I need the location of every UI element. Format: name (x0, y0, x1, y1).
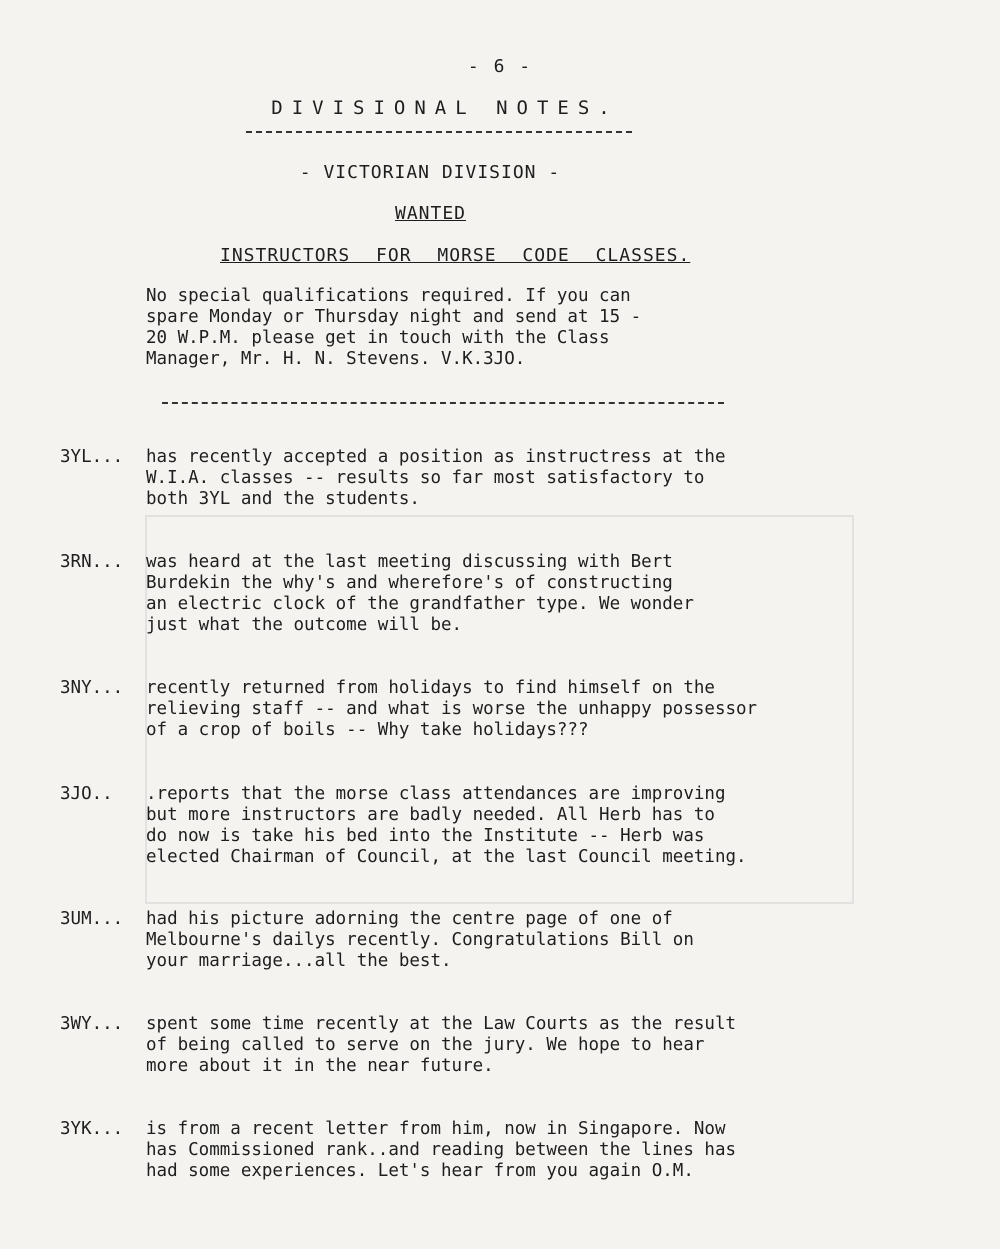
note-callsign: 3JO.. (60, 784, 113, 804)
note-callsign: 3RN... (60, 552, 124, 572)
note-callsign: 3WY... (60, 1014, 124, 1034)
note-text: is from a recent letter from him, now in Singapore. Now has Commissioned rank..and reading between the lines has had some experiences. Let's hear from you again O.M. (146, 1119, 737, 1181)
page-number: - 6 - (467, 56, 533, 77)
note-callsign: 3NY... (60, 678, 124, 698)
division-heading: - VICTORIAN DIVISION - (299, 162, 561, 183)
note-text: recently returned from holidays to find himself on the relieving staff -- and what is worse the unhappy possessor of a crop of boils -- Why take holidays??? (146, 678, 758, 740)
wanted-subheading: INSTRUCTORS FOR MORSE CODE CLASSES. (220, 245, 691, 266)
note-text: .reports that the morse class attendances are improving but more instructors are badly needed. All Herb has to do now is take his bed into the Institute -- Herb was elected Chairman of Council, at the last Council meeting. (146, 784, 747, 867)
note-text: was heard at the last meeting discussing with Bert Burdekin the why's and wherefore's of constructing an electric clock of the grandfather type. We wonder just what the outcome will be. (146, 552, 694, 635)
note-text: has recently accepted a position as instructress at the W.I.A. classes -- results so far most satisfactory to both 3YL and the students. (146, 447, 726, 509)
note-callsign: 3YK... (60, 1119, 124, 1139)
note-callsign: 3UM... (60, 909, 124, 929)
wanted-heading: WANTED (395, 203, 467, 224)
section-rule (162, 402, 724, 404)
note-text: spent some time recently at the Law Courts as the result of being called to serve on the jury. We hope to hear more about it in the near future. (146, 1014, 737, 1076)
wanted-body: No special qualifications required. If you can spare Monday or Thursday night and send at 15 - 20 W.P.M. please get in touch with the Class Manager, Mr. H. N. Stevens. V.K.3JO. (146, 286, 642, 369)
note-text: had his picture adorning the centre page of one of Melbourne's dailys recently. Congratulations Bill on your marriage...all the best. (146, 909, 694, 971)
note-callsign: 3YL... (60, 447, 124, 467)
title-rule (246, 131, 632, 133)
page-title: DIVISIONAL NOTES. (271, 97, 619, 119)
